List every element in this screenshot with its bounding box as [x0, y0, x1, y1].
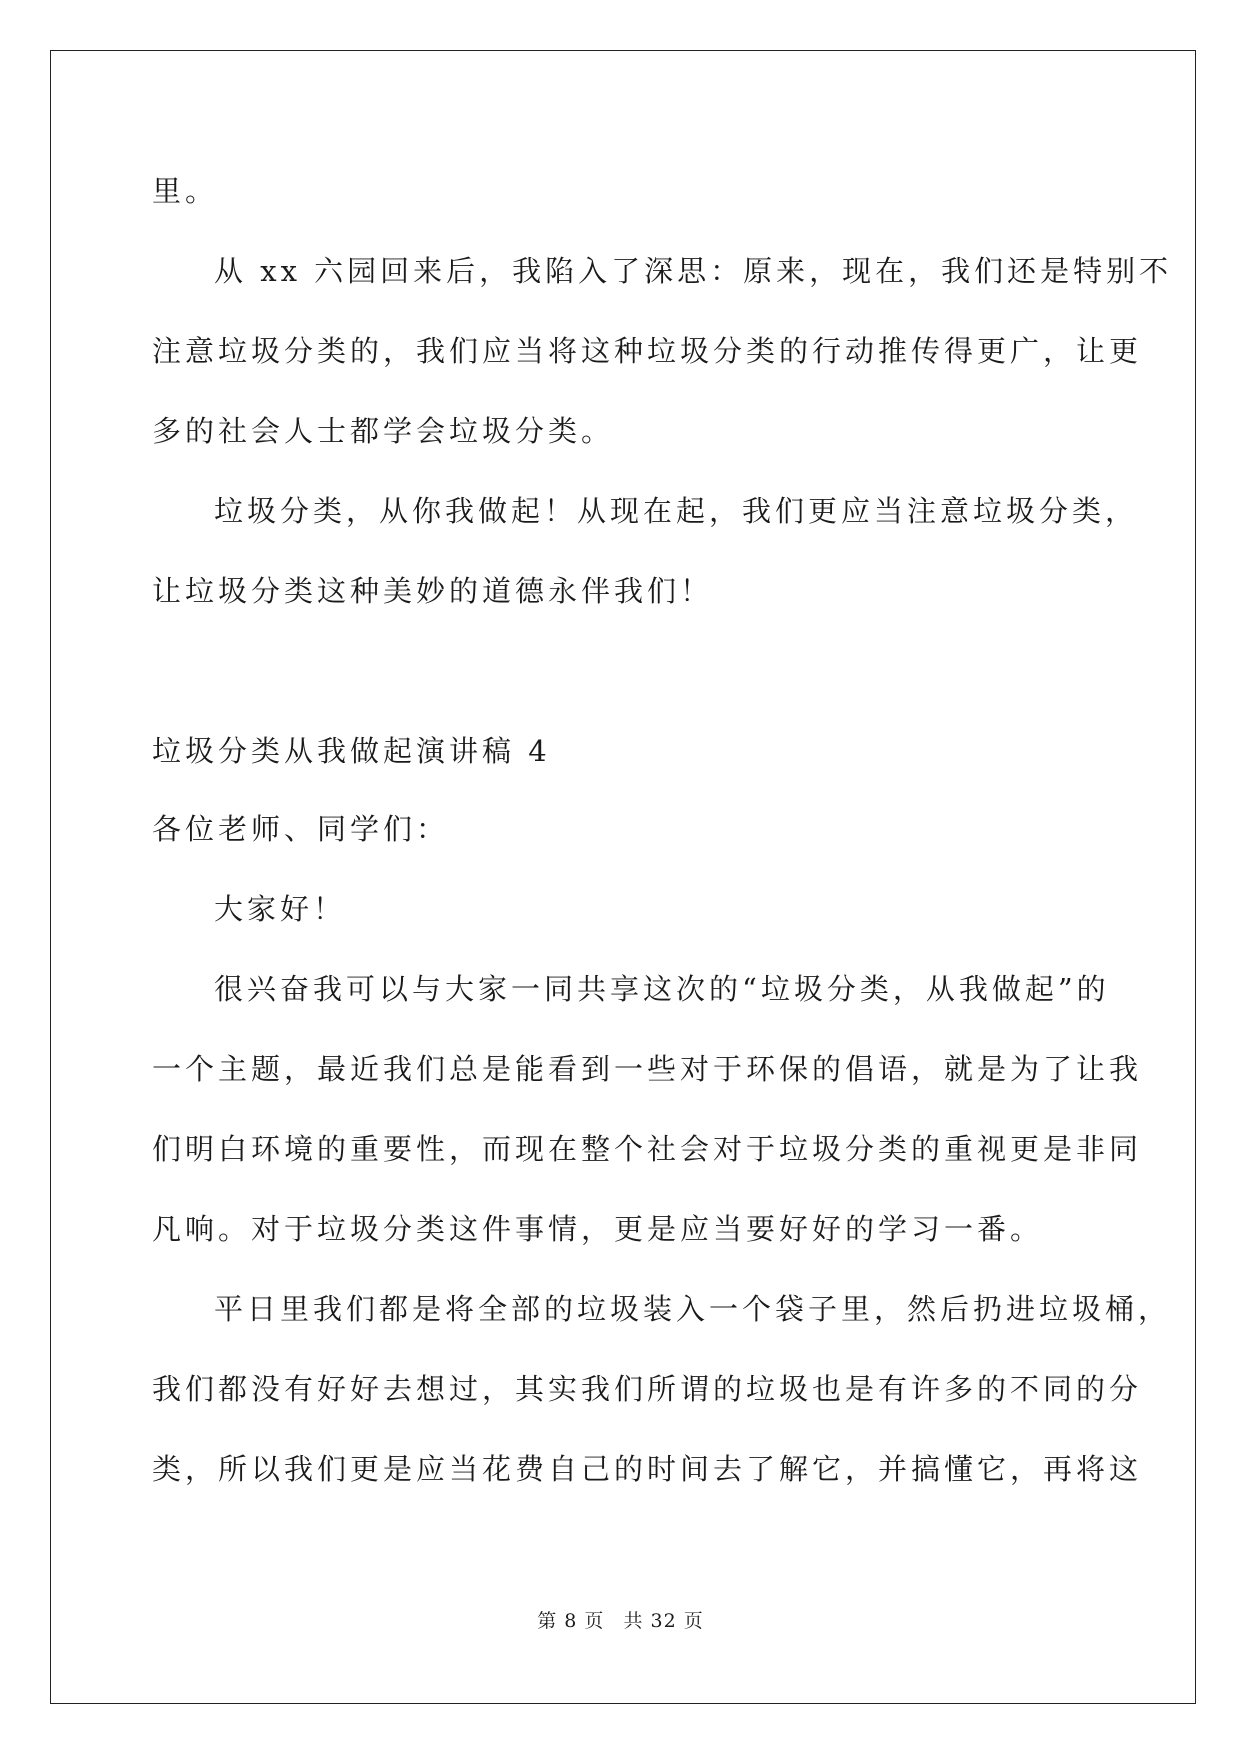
- text-line: 很兴奋我可以与大家一同共享这次的“垃圾分类，从我做起”的: [214, 972, 1110, 1006]
- text-line: 里。: [152, 174, 219, 208]
- greeting: 大家好！: [214, 892, 347, 926]
- text-line: 我们都没有好好去想过，其实我们所谓的垃圾也是有许多的不同的分: [152, 1372, 1143, 1406]
- text-line: 们明白环境的重要性，而现在整个社会对于垃圾分类的重视更是非同: [152, 1132, 1143, 1166]
- text-line: 凡响。对于垃圾分类这件事情，更是应当要好好的学习一番。: [152, 1212, 1044, 1246]
- text-line: 让垃圾分类这种美妙的道德永伴我们！: [152, 574, 714, 608]
- text-line: 多的社会人士都学会垃圾分类。: [152, 414, 615, 448]
- section-title: 垃圾分类从我做起演讲稿 4: [152, 734, 551, 768]
- salutation: 各位老师、同学们：: [152, 812, 450, 846]
- text-line: 类，所以我们更是应当花费自己的时间去了解它，并搞懂它，再将这: [152, 1452, 1143, 1486]
- text-line: 平日里我们都是将全部的垃圾装入一个袋子里，然后扔进垃圾桶，: [214, 1292, 1172, 1326]
- text-line: 注意垃圾分类的，我们应当将这种垃圾分类的行动推传得更广，让更: [152, 334, 1143, 368]
- text-line: 垃圾分类，从你我做起！从现在起，我们更应当注意垃圾分类，: [214, 494, 1139, 528]
- total-pages: 共 32 页: [623, 1610, 704, 1632]
- text-line: 从 xx 六园回来后，我陷入了深思：原来，现在，我们还是特别不: [214, 254, 1173, 288]
- page-number: 第 8 页: [537, 1610, 605, 1632]
- page-footer: [0, 1606, 1241, 1633]
- text-line: 一个主题，最近我们总是能看到一些对于环保的倡语，就是为了让我: [152, 1052, 1143, 1086]
